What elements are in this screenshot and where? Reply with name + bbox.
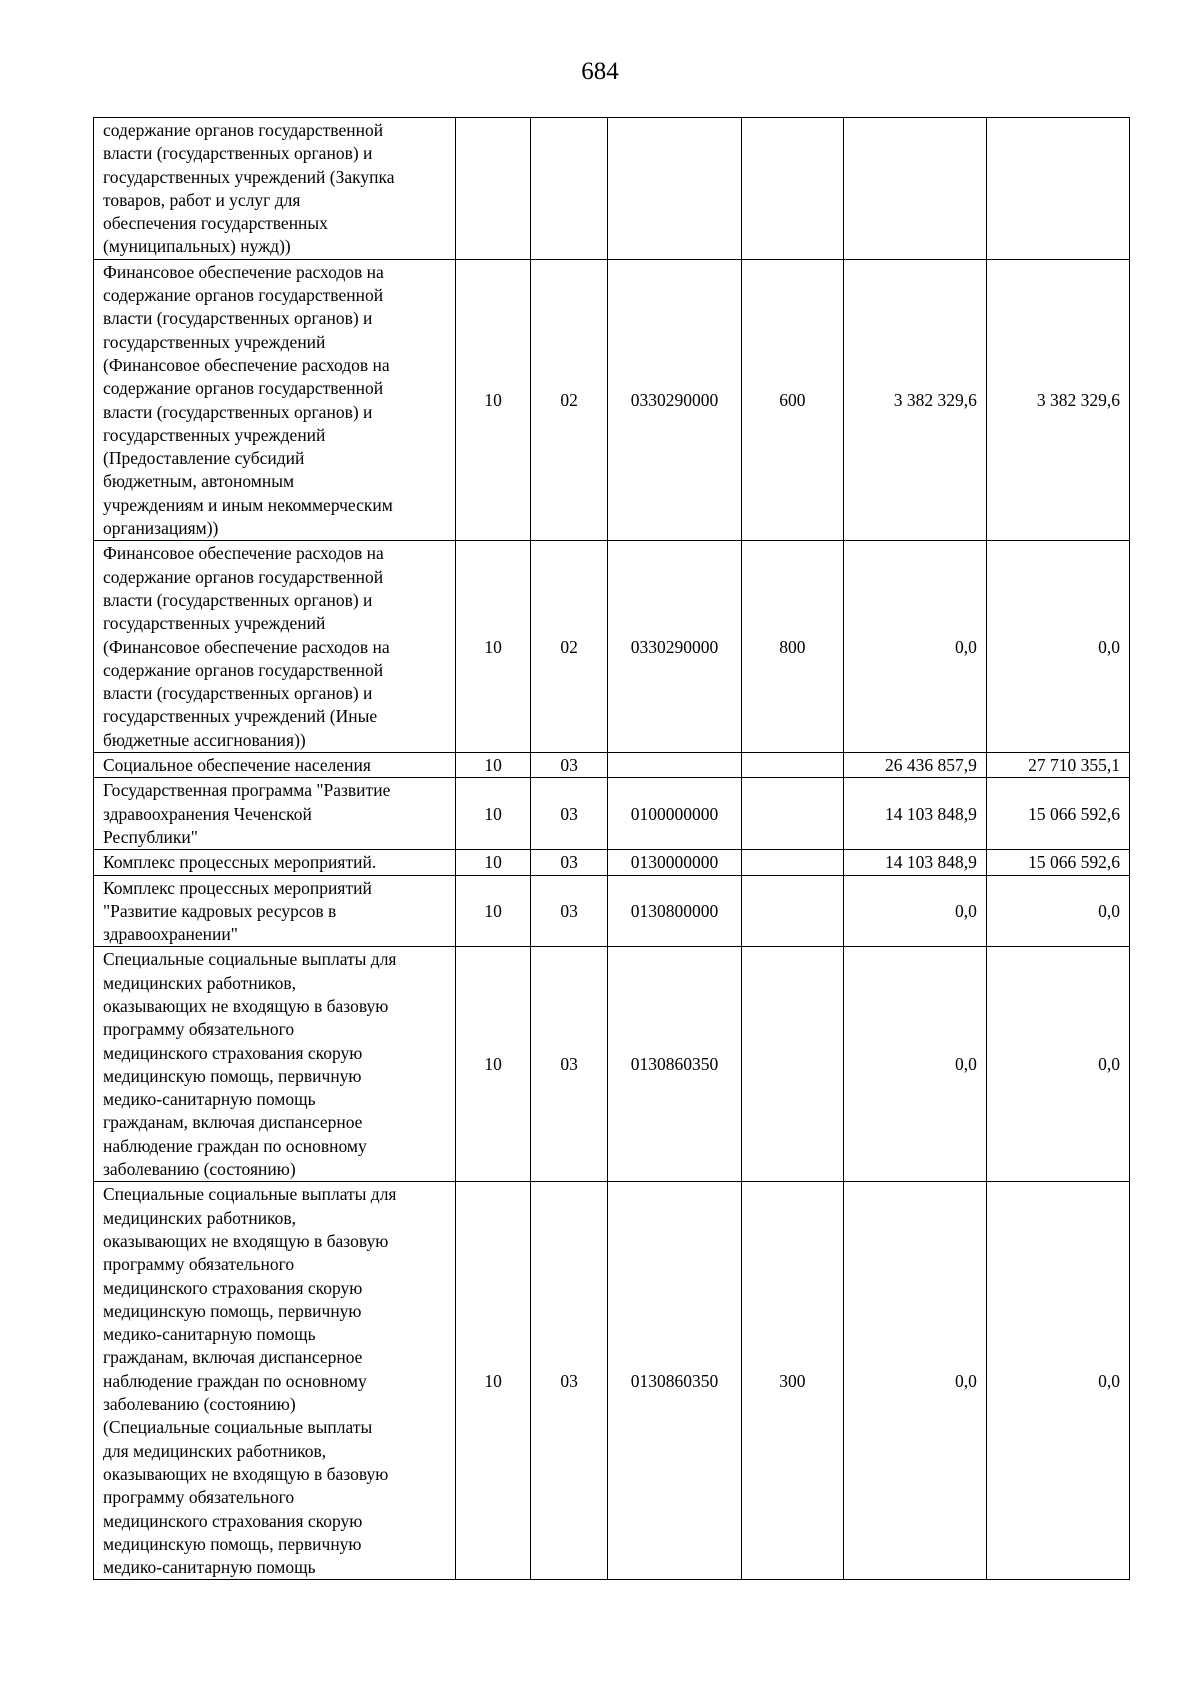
table-row — [94, 850, 1130, 875]
description-line: товаров, работ и услуг для — [103, 189, 301, 210]
subsection-code-cell — [531, 118, 608, 260]
amount-year2-cell: 15 066 592,6 — [986, 850, 1129, 875]
expense-type-cell — [741, 118, 843, 260]
description-line: медицинских работников, — [103, 1207, 297, 1228]
amount-year1-cell: 14 103 848,9 — [843, 778, 986, 850]
expense-type-cell: 600 — [741, 259, 843, 541]
description-line: гражданам, включая диспансерное — [103, 1347, 363, 1368]
amount-year2-cell: 15 066 592,6 — [986, 778, 1129, 850]
target-article-cell: 0130860350 — [607, 947, 741, 1182]
amount-year1-cell: 0,0 — [843, 947, 986, 1182]
description-line: наблюдение граждан по основному — [103, 1135, 367, 1156]
subsection-code-cell: 03 — [531, 753, 608, 778]
amount-year1-cell: 26 436 857,9 — [843, 753, 986, 778]
target-article-cell: 0130860350 — [607, 1182, 741, 1580]
row-description — [94, 259, 456, 541]
description-line: медицинского страхования скорую — [103, 1042, 363, 1063]
description-line: программу обязательного — [103, 1019, 295, 1040]
section-code-cell: 10 — [455, 947, 531, 1182]
section-code-cell: 10 — [455, 1182, 531, 1580]
row-description — [94, 1182, 456, 1580]
target-article-cell — [607, 753, 741, 778]
subsection-code-cell: 03 — [531, 778, 608, 850]
table-body — [94, 118, 1130, 1580]
description-line: программу обязательного — [103, 1487, 295, 1508]
table-row — [94, 753, 1130, 778]
expense-type-cell — [741, 753, 843, 778]
subsection-code-cell: 02 — [531, 541, 608, 753]
description-line: Специальные социальные выплаты для — [103, 949, 397, 970]
description-line: заболеванию (состоянию) — [103, 1159, 296, 1180]
description-line: наблюдение граждан по основному — [103, 1370, 367, 1391]
row-description — [94, 753, 456, 778]
amount-year2-cell: 3 382 329,6 — [986, 259, 1129, 541]
amount-year1-cell: 3 382 329,6 — [843, 259, 986, 541]
row-description — [94, 778, 456, 850]
description-line: медицинскую помощь, первичную — [103, 1300, 362, 1321]
row-description — [94, 850, 456, 875]
row-description — [94, 947, 456, 1182]
description-line: программу обязательного — [103, 1254, 295, 1275]
amount-year2-cell: 0,0 — [986, 1182, 1129, 1580]
amount-year2-cell: 0,0 — [986, 875, 1129, 947]
description-line: власти (государственных органов) и — [103, 308, 373, 329]
amount-year1-cell: 14 103 848,9 — [843, 850, 986, 875]
description-line: гражданам, включая диспансерное — [103, 1112, 363, 1133]
description-line: (Специальные социальные выплаты — [103, 1417, 373, 1438]
description-line: здравоохранения Чеченской — [103, 803, 312, 824]
description-line: медицинского страхования скорую — [103, 1277, 363, 1298]
amount-year1-cell — [843, 118, 986, 260]
expense-type-cell — [741, 947, 843, 1182]
description-line: организациям)) — [103, 518, 219, 539]
description-line: Комплекс процессных мероприятий. — [103, 852, 377, 873]
amount-year2-cell: 0,0 — [986, 541, 1129, 753]
description-line: бюджетные ассигнования)) — [103, 729, 306, 750]
description-line: Социальное обеспечение населения — [103, 755, 371, 776]
row-description — [94, 541, 456, 753]
description-line: Финансовое обеспечение расходов на — [103, 261, 384, 282]
target-article-cell: 0130800000 — [607, 875, 741, 947]
description-line: государственных учреждений — [103, 613, 326, 634]
section-code-cell: 10 — [455, 875, 531, 947]
expense-type-cell — [741, 875, 843, 947]
expense-type-cell: 300 — [741, 1182, 843, 1580]
amount-year1-cell: 0,0 — [843, 541, 986, 753]
description-line: здравоохранении" — [103, 924, 238, 945]
subsection-code-cell: 03 — [531, 875, 608, 947]
subsection-code-cell: 02 — [531, 259, 608, 541]
section-code-cell: 10 — [455, 753, 531, 778]
description-line: содержание органов государственной — [103, 659, 384, 680]
description-line: медицинскую помощь, первичную — [103, 1533, 362, 1554]
section-code-cell — [455, 118, 531, 260]
description-line: медицинскую помощь, первичную — [103, 1065, 362, 1086]
table-row — [94, 1182, 1130, 1580]
description-line: государственных учреждений — [103, 331, 326, 352]
description-line: власти (государственных органов) и — [103, 401, 373, 422]
budget-table — [93, 117, 1130, 1580]
table-row — [94, 778, 1130, 850]
section-code-cell: 10 — [455, 778, 531, 850]
description-line: Специальные социальные выплаты для — [103, 1184, 397, 1205]
description-line: учреждениям и иным некоммерческим — [103, 494, 393, 515]
section-code-cell: 10 — [455, 259, 531, 541]
section-code-cell: 10 — [455, 850, 531, 875]
page-number: 684 — [581, 58, 619, 85]
row-description — [94, 875, 456, 947]
description-line: "Развитие кадровых ресурсов в — [103, 900, 337, 921]
description-line: (Финансовое обеспечение расходов на — [103, 636, 390, 657]
description-line: обеспечения государственных — [103, 213, 328, 234]
table-row — [94, 541, 1130, 753]
section-code-cell: 10 — [455, 541, 531, 753]
description-line: медико-санитарную помощь — [103, 1557, 316, 1578]
description-line: Республики" — [103, 826, 198, 847]
description-line: государственных учреждений (Иные — [103, 706, 378, 727]
table-row — [94, 875, 1130, 947]
table-row — [94, 947, 1130, 1182]
row-description — [94, 118, 456, 260]
description-line: содержание органов государственной — [103, 120, 384, 140]
description-line: для медицинских работников, — [103, 1440, 327, 1461]
description-line: медико-санитарную помощь — [103, 1324, 316, 1345]
description-line: бюджетным, автономным — [103, 471, 295, 492]
description-line: оказывающих не входящую в базовую — [103, 995, 389, 1016]
expense-type-cell — [741, 778, 843, 850]
description-line: власти (государственных органов) и — [103, 683, 373, 704]
description-line: медико-санитарную помощь — [103, 1089, 316, 1110]
description-line: государственных учреждений — [103, 424, 326, 445]
description-line: оказывающих не входящую в базовую — [103, 1463, 389, 1484]
expense-type-cell — [741, 850, 843, 875]
description-line: содержание органов государственной — [103, 566, 384, 587]
amount-year1-cell: 0,0 — [843, 875, 986, 947]
target-article-cell: 0330290000 — [607, 541, 741, 753]
target-article-cell: 0330290000 — [607, 259, 741, 541]
amount-year1-cell: 0,0 — [843, 1182, 986, 1580]
table-row — [94, 118, 1130, 260]
amount-year2-cell — [986, 118, 1129, 260]
target-article-cell — [607, 118, 741, 260]
target-article-cell: 0130000000 — [607, 850, 741, 875]
amount-year2-cell: 27 710 355,1 — [986, 753, 1129, 778]
description-line: Финансовое обеспечение расходов на — [103, 543, 384, 564]
description-line: власти (государственных органов) и — [103, 589, 373, 610]
description-line: Комплекс процессных мероприятий — [103, 877, 372, 898]
description-line: оказывающих не входящую в базовую — [103, 1230, 389, 1251]
subsection-code-cell: 03 — [531, 947, 608, 1182]
description-line: Государственная программа "Развитие — [103, 780, 391, 801]
description-line: (Финансовое обеспечение расходов на — [103, 354, 390, 375]
description-line: содержание органов государственной — [103, 285, 384, 306]
description-line: содержание органов государственной — [103, 378, 384, 399]
expense-type-cell: 800 — [741, 541, 843, 753]
subsection-code-cell: 03 — [531, 850, 608, 875]
description-line: власти (государственных органов) и — [103, 143, 373, 164]
amount-year2-cell: 0,0 — [986, 947, 1129, 1182]
description-line: государственных учреждений (Закупка — [103, 166, 395, 187]
subsection-code-cell: 03 — [531, 1182, 608, 1580]
description-line: (муниципальных) нужд)) — [103, 236, 291, 257]
description-line: медицинских работников, — [103, 972, 297, 993]
target-article-cell: 0100000000 — [607, 778, 741, 850]
description-line: заболеванию (состоянию) — [103, 1394, 296, 1415]
description-line: медицинского страхования скорую — [103, 1510, 363, 1531]
description-line: (Предоставление субсидий — [103, 448, 305, 469]
table-row — [94, 259, 1130, 541]
